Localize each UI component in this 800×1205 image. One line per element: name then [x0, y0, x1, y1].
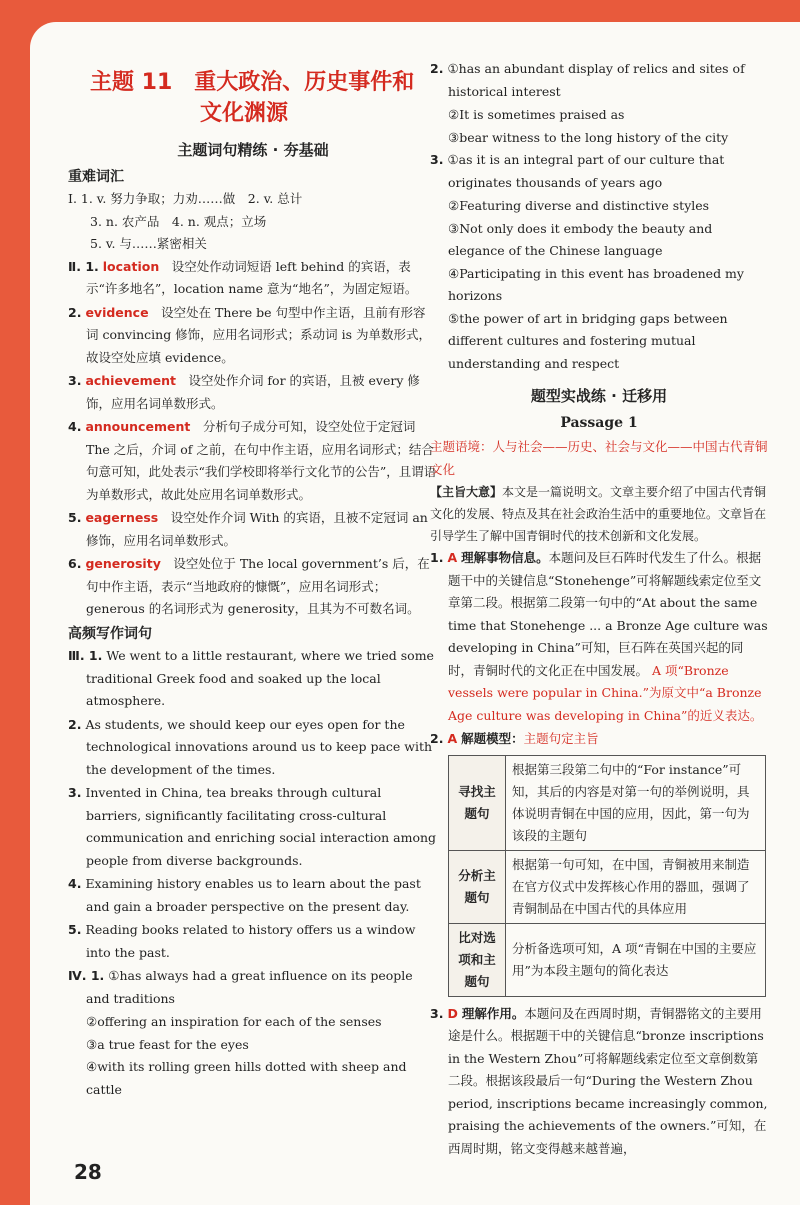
page-number: 28	[74, 1160, 102, 1184]
answer-3-choice: D	[447, 1005, 458, 1021]
solution-model-table	[448, 755, 766, 997]
vocab-heading: 重难词汇	[68, 168, 124, 185]
item-number: Ⅱ. 1.	[68, 258, 99, 274]
table-row-header: 寻找主题句	[449, 755, 506, 850]
answer-keyword: generosity	[85, 556, 161, 571]
item-explanation: 设空处作动词短语 left behind 的宾语，表示“许多地名”，location name 意为“地名”，为固定短语。	[86, 258, 418, 296]
item-explanation: 分析句子成分可知，设空处位于定冠词 The 之后，介词 of 之前，在句中作主语，应用名词形式；结合句意可知，此处表示“我们学校即将举行文化节的公告”，且谓语为单数形式，故此处应用名词单数形式。	[86, 419, 437, 502]
q3-answer-5: ⑤the power of art in bridging gaps between different cultures and fostering mutual understanding and respect	[448, 310, 728, 371]
part4-answer-2: ②offering an inspiration for each of the senses	[86, 1014, 382, 1029]
part3-list	[68, 645, 438, 964]
item-explanation: 设空处在 There be 句型中作主语，且前有形容词 convincing 修饰，应用名词形式；系动词 is 为单数形式，故设空处应填 evidence。	[86, 304, 432, 365]
part4-number: Ⅳ. 1.	[68, 968, 105, 983]
item-sentence: Reading books related to history offers us a window into the past.	[85, 922, 416, 960]
table-row-header: 比对选项和主题句	[449, 923, 506, 996]
answer-3-number: 3.	[430, 1005, 444, 1021]
section-heading-practice: 题型实战练 · 迁移用	[530, 387, 668, 405]
title-line-2: 文化渊源	[200, 101, 289, 126]
answer-keyword: achievement	[85, 373, 176, 388]
table-row-header: 分析主题句	[449, 850, 506, 923]
answer-keyword: evidence	[85, 304, 149, 320]
answer-3-type: 理解作用。	[461, 1005, 525, 1021]
item-number: 6.	[68, 556, 82, 571]
item-number: Ⅲ. 1.	[68, 648, 103, 663]
part2-item	[68, 553, 438, 621]
item-number: 5.	[68, 510, 82, 525]
answer-3	[430, 1003, 768, 1161]
answer-2-type: 解题模型：	[461, 731, 524, 746]
answer-1-choice: A	[447, 550, 458, 565]
item-number: 4.	[68, 419, 82, 434]
item-sentence: We went to a little restaurant, where we tried some traditional Greek food and soaked up the local atmosphere.	[86, 648, 434, 708]
answer-2-model: 主题句定主旨	[523, 731, 599, 746]
item-number: 2.	[68, 716, 82, 732]
part2-item	[68, 302, 438, 370]
part1-line-2: 3. n. 农产品 4. n. 观点；立场	[90, 213, 267, 229]
left-column	[68, 67, 438, 1101]
part3-item	[68, 782, 438, 872]
part4-answer-3: ③a true feast for the eyes	[86, 1036, 249, 1052]
part3-item	[68, 873, 438, 918]
table-row-text: 分析备选项可知，A 项“青铜在中国的主要应用”为本段主题句的简化表达	[506, 923, 766, 996]
q2-answer-2: ②It is sometimes praised as	[448, 107, 625, 122]
right-column	[430, 58, 768, 1161]
answer-3-text: 本题问及在西周时期，青铜器铭文的主要用途是什么。根据题干中的关键信息“bronze inscriptions in the Western Zhou”可将解题线索定位至文章倒数第二段。根据该段最后一句“During the Western Zhou period, inscriptions became increasingly common, praising the achievements of the owners.”可知，在西周时期，铭文变得越来越普遍，	[448, 1005, 768, 1156]
answer-1-type: 理解事物信息。	[461, 550, 549, 565]
answer-1-text: 本题问及巨石阵时代发生了什么。根据题干中的关键信息“Stonehenge”可将解题线索定位至文章第二段。根据第二段第一句中的“At about the same time that Stonehenge ... a Bronze Age culture was developing in China”可知，巨石阵在英国兴起的同时，青铜时代的文化正在中国发展。	[448, 550, 768, 678]
item-sentence: Invented in China, tea breaks through cultural barriers, significantly facilitating cross-cultural communication and enriching social interaction among people from diverse backgrounds.	[85, 785, 437, 868]
table-row-text: 根据第三段第二句中的“For instance”可知，其后的内容是对第一句的举例说明，具体说明青铜在中国的应用，因此，第一句为该段的主题句	[506, 755, 766, 850]
writing-heading: 高频写作词句	[68, 625, 152, 642]
item-number: 3.	[68, 373, 82, 388]
item-number: 4.	[68, 876, 82, 891]
q2-answer-1: ①has an abundant display of relics and sites of historical interest	[447, 61, 745, 99]
item-sentence: As students, we should keep our eyes open for the technological innovations around us to keep pace with the development of the times.	[85, 716, 433, 777]
page-sheet	[30, 22, 800, 1205]
q3-answer-2: ②Featuring diverse and distinctive styles	[448, 198, 710, 213]
main-idea-text: 本文是一篇说明文。文章主要介绍了中国古代青铜文化的发展、特点及其在社会政治生活中的重要地位。文章旨在引导学生了解中国青铜时代的技术创新和文化发展。	[430, 485, 767, 543]
answer-2-choice: A	[447, 731, 458, 746]
item-sentence: Examining history enables us to learn about the past and gain a broader perspective on the present day.	[85, 876, 421, 914]
item-number: 3.	[68, 785, 82, 800]
answer-2	[430, 728, 768, 751]
part3-item	[68, 919, 438, 964]
part3-item	[68, 645, 438, 713]
answer-2-number: 2.	[430, 731, 444, 746]
part2-item	[68, 507, 438, 552]
q3-answer-1: ①as it is an integral part of our culture that originates thousands of years ago	[447, 152, 725, 190]
part2-list	[68, 256, 438, 621]
item-number: 5.	[68, 922, 82, 937]
item-explanation: 设空处位于 The local government’s 后，在句中作主语，表示“当地政府的慷慨”，应用名词形式；generous 的名词形式为 generosity，且其为不可数名词。	[86, 556, 430, 616]
answer-1-note: A 项“Bronze vessels were popular in China.”为原文中“a Bronze Age culture was developing in China”的近义表达。	[448, 662, 763, 723]
table-row-text: 根据第一句可知，在中国，青铜被用来制造在官方仪式中发挥核心作用的器皿，强调了青铜制品在中国古代的具体应用	[506, 850, 766, 923]
part2-item	[68, 256, 438, 301]
main-idea	[430, 481, 768, 547]
page-title	[68, 67, 438, 129]
q2-item	[430, 58, 768, 103]
table-row	[449, 850, 766, 923]
item-explanation: 设空处作介词 With 的宾语，且被不定冠词 an 修饰，应用名词单数形式。	[86, 510, 428, 548]
q2-number: 2.	[430, 61, 444, 76]
part4-answer-1: ①has always had a great influence on its people and traditions	[86, 968, 413, 1006]
item-explanation: 设空处作介词 for 的宾语，且被 every 修饰，应用名词单数形式。	[86, 373, 420, 411]
part4-answer-4: ④with its rolling green hills dotted with sheep and cattle	[86, 1059, 407, 1097]
part3-item	[68, 714, 438, 782]
passage-title: Passage 1	[560, 414, 638, 431]
title-line-1: 主题 11 重大政治、历史事件和	[90, 70, 415, 95]
table-row	[449, 755, 766, 850]
q3-answer-4: ④Participating in this event has broadened my horizons	[448, 265, 744, 303]
part2-item	[68, 370, 438, 415]
q3-answer-3: ③Not only does it embody the beauty and elegance of the Chinese language	[448, 220, 713, 258]
part1-line-3: 5. v. 与……紧密相关	[90, 236, 207, 251]
q3-item	[430, 149, 768, 194]
answer-keyword: announcement	[85, 419, 191, 434]
part1-line-1: Ⅰ. 1. v. 努力争取；力劝……做 2. v. 总计	[68, 191, 303, 206]
answer-keyword: eagerness	[85, 510, 159, 525]
section-heading-basics: 主题词句精练 · 夯基础	[177, 141, 329, 159]
item-number: 2.	[68, 304, 82, 320]
theme-context: 主题语境：人与社会——历史、社会与文化——中国古代青铜文化	[430, 439, 768, 477]
main-idea-label: 【主旨大意】	[430, 485, 503, 499]
table-row	[449, 923, 766, 996]
answer-1-number: 1.	[430, 550, 444, 565]
q2-answer-3: ③bear witness to the long history of the city	[448, 129, 729, 145]
answer-keyword: location	[102, 258, 160, 274]
q3-number: 3.	[430, 152, 444, 167]
part2-item	[68, 416, 438, 506]
answer-1	[430, 547, 768, 727]
part4-item	[68, 965, 438, 1010]
